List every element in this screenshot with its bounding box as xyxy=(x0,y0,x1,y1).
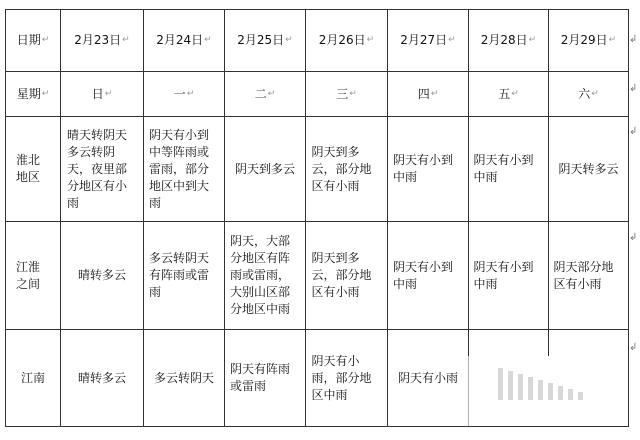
date-text: 2月29日 xyxy=(560,33,608,47)
region-label: 淮北地区 xyxy=(16,153,41,184)
weekday-text: 一 xyxy=(173,86,186,101)
weekday-header-cell xyxy=(6,72,61,117)
forecast-text: 阴天有小雨 xyxy=(397,370,458,385)
forecast-text: 阴天有小到中雨 xyxy=(393,153,454,184)
date-cell xyxy=(225,10,306,72)
forecast-cell xyxy=(144,117,225,222)
forecast-cell xyxy=(469,117,549,222)
weekday-text: 日 xyxy=(91,86,104,101)
region-row-huaibei xyxy=(6,117,629,222)
region-cell xyxy=(6,330,61,427)
forecast-cell xyxy=(306,222,388,330)
row-end-mark: ↲ xyxy=(629,232,638,243)
forecast-text: 阴天到多云 xyxy=(234,161,295,176)
weekday-cell xyxy=(306,72,388,117)
forecast-text: 阴天有小到中雨 xyxy=(473,153,534,184)
weekday-cell xyxy=(225,72,306,117)
forecast-cell xyxy=(144,330,225,427)
region-label: 江南 xyxy=(20,370,45,385)
date-text: 2月27日 xyxy=(400,33,448,47)
forecast-cell xyxy=(144,222,225,330)
weekday-cell xyxy=(61,72,144,117)
date-text: 2月24日 xyxy=(156,33,204,47)
paragraph-mark: ↵ xyxy=(528,35,537,45)
row-end-mark: ↲ xyxy=(629,126,638,137)
paragraph-mark: ↵ xyxy=(430,88,439,99)
forecast-cell xyxy=(225,117,306,222)
date-text: 2月26日 xyxy=(318,33,366,47)
paragraph-mark: ↵ xyxy=(41,35,50,45)
paragraph-mark: ↵ xyxy=(267,88,276,99)
forecast-cell xyxy=(469,222,549,330)
paragraph-mark: ↵ xyxy=(591,88,599,99)
date-cell xyxy=(61,10,144,72)
date-row xyxy=(6,10,629,72)
forecast-cell xyxy=(61,222,144,330)
date-text: 2月25日 xyxy=(237,33,285,47)
forecast-cell xyxy=(388,117,469,222)
forecast-cell xyxy=(61,330,144,427)
forecast-text: 阴天有小到中等阵雨或雷雨，部分地区中到大雨 xyxy=(149,127,210,210)
forecast-text: 阴天到多云，部分地区有小雨 xyxy=(311,251,372,299)
forecast-text: 多云转阴天 xyxy=(153,370,214,385)
date-cell xyxy=(388,10,469,72)
paragraph-mark: ↵ xyxy=(608,35,617,45)
paragraph-mark: ↵ xyxy=(366,35,375,45)
date-header-cell xyxy=(6,10,61,72)
date-header-label: 日期 xyxy=(16,33,41,47)
weekday-header-label: 星期 xyxy=(16,86,41,101)
paragraph-mark: ↵ xyxy=(204,35,212,45)
forecast-text: 阴天有小雨，部分地区中雨 xyxy=(311,353,372,402)
row-end-mark: ↲ xyxy=(629,342,638,353)
region-label: 江淮之间 xyxy=(16,259,41,291)
forecast-text: 阴天有小到中雨 xyxy=(473,259,534,291)
date-text: 2月28日 xyxy=(480,33,528,47)
forecast-cell xyxy=(225,222,306,330)
weekday-text: 二 xyxy=(254,86,267,101)
weekday-row xyxy=(6,72,629,117)
date-cell xyxy=(469,10,549,72)
forecast-text: 阴天有阵雨或雷雨 xyxy=(230,362,291,393)
paragraph-mark: ↵ xyxy=(511,88,519,99)
date-text: 2月23日 xyxy=(74,33,122,47)
region-cell xyxy=(6,222,61,330)
forecast-text: 阴天有小到中雨 xyxy=(393,259,454,291)
forecast-cell xyxy=(549,222,629,330)
forecast-cell xyxy=(388,222,469,330)
weekday-cell xyxy=(469,72,549,117)
paragraph-mark: ↵ xyxy=(104,88,113,99)
date-cell xyxy=(306,10,388,72)
forecast-cell xyxy=(306,117,388,222)
forecast-cell xyxy=(225,330,306,427)
forecast-cell xyxy=(549,117,629,222)
row-end-mark: ↲ xyxy=(629,83,638,94)
forecast-cell xyxy=(306,330,388,427)
forecast-text: 阴天部分地区有小雨 xyxy=(553,259,614,291)
paragraph-mark: ↵ xyxy=(349,88,357,99)
weekday-text: 六 xyxy=(578,86,591,101)
paragraph-mark: ↵ xyxy=(186,88,195,99)
watermark-stripes xyxy=(498,368,618,400)
forecast-text: 阴天到多云，部分地区有小雨 xyxy=(311,144,372,193)
forecast-text: 晴转多云 xyxy=(77,268,126,282)
paragraph-mark: ↵ xyxy=(41,88,50,99)
weekday-cell xyxy=(388,72,469,117)
weekday-text: 三 xyxy=(336,86,349,101)
forecast-text: 多云转阴天有阵雨或雷雨 xyxy=(149,251,210,299)
region-cell xyxy=(6,117,61,222)
region-row-jianghuai xyxy=(6,222,629,330)
weekday-text: 四 xyxy=(417,86,430,101)
forecast-cell xyxy=(61,117,144,222)
paragraph-mark: ↵ xyxy=(285,35,293,45)
date-cell xyxy=(144,10,225,72)
weekday-cell xyxy=(549,72,629,117)
paragraph-mark: ↵ xyxy=(122,35,130,45)
date-cell xyxy=(549,10,629,72)
paragraph-mark: ↵ xyxy=(448,35,456,45)
forecast-text: 晴天转阴天多云转阴天，夜里部分地区有小雨 xyxy=(67,127,128,210)
row-end-mark: ↲ xyxy=(629,34,638,45)
forecast-cell xyxy=(388,330,469,427)
weekday-cell xyxy=(144,72,225,117)
forecast-text: 阴天转多云 xyxy=(558,161,619,176)
forecast-text: 阴天，大部分地区有阵雨或雷雨，大别山区部分地区中雨 xyxy=(230,234,291,316)
weekday-text: 五 xyxy=(498,86,511,101)
forecast-text: 晴转多云 xyxy=(77,370,126,385)
